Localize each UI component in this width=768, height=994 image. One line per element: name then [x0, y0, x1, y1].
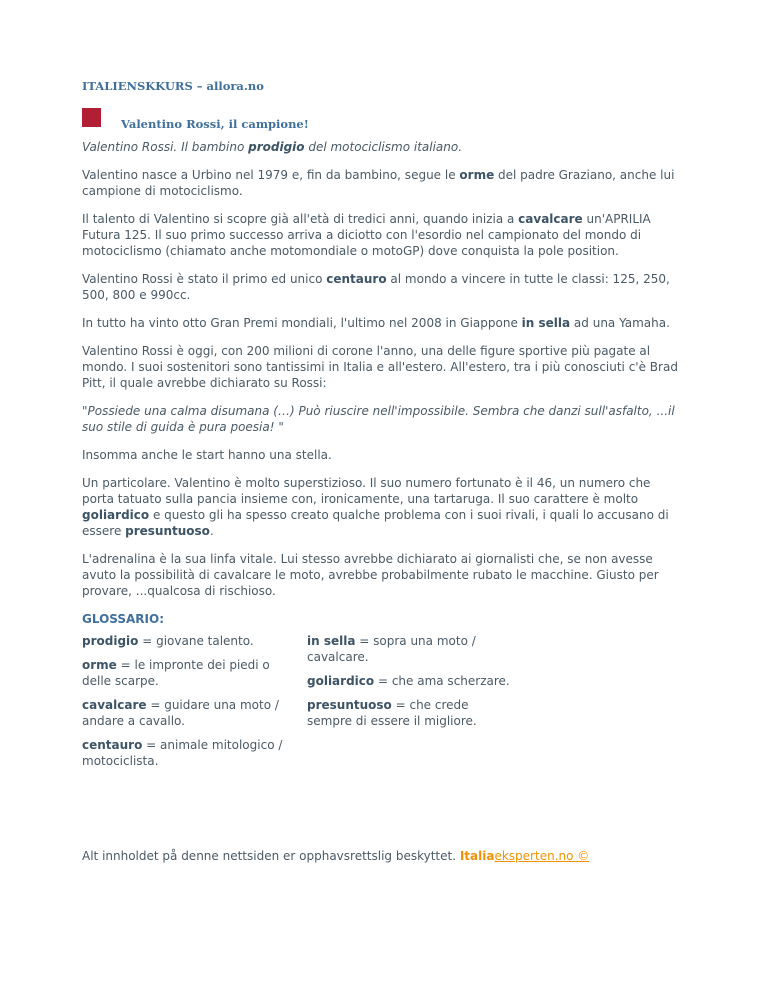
p1-text: Valentino nasce a Urbino nel 1979 e, fin da bambino, segue le — [82, 168, 460, 182]
copyright-text: Alt innholdet på denne nettsiden er opphavsrettslig beskyttet. — [82, 849, 460, 863]
p3-bold: centauro — [326, 272, 387, 286]
p4-bold: in sella — [521, 316, 571, 330]
glossary-term: presuntuoso — [307, 698, 392, 712]
glossary-item — [82, 657, 287, 689]
glossary-definition: = animale mitologico / motociclista. — [82, 738, 283, 768]
p1-text-end: del padre Graziano, anche lui campione di motociclismo. — [82, 168, 675, 198]
glossary-column-left — [82, 633, 287, 777]
intro-bold: prodigio — [248, 140, 305, 154]
glossary-term: cavalcare — [82, 698, 147, 712]
p4-text-end: ad una Yamaha. — [570, 316, 670, 330]
glossary-item — [82, 737, 287, 769]
brand-name-bold: Italia — [459, 849, 495, 863]
glossary-definition: = le impronte dei piedi o delle scarpe. — [82, 658, 270, 688]
glossary-item — [82, 697, 287, 729]
glossary-definition: = che ama scherzare. — [374, 674, 510, 688]
glossary-definition: = sopra una moto / cavalcare. — [307, 634, 476, 664]
glossary-term: centauro — [82, 738, 143, 752]
p3-text-end: al mondo a vincere in tutte le classi: 125, 250, 500, 800 e 990cc. — [82, 272, 670, 302]
p3-text: Valentino Rossi è stato il primo ed unico — [82, 272, 327, 286]
glossary-definition: = che crede sempre di essere il migliore. — [307, 698, 477, 728]
glossary-item — [307, 697, 512, 729]
p4-text: In tutto ha vinto otto Gran Premi mondiali, l'ultimo nel 2008 in Giappone — [82, 316, 522, 330]
glossary-item — [82, 633, 287, 649]
article-intro — [82, 139, 682, 155]
glossary-term: orme — [82, 658, 117, 672]
paragraph-8: L'adrenalina è la sua linfa vitale. Lui stesso avrebbe dichiarato ai giornalisti che, se non avesse avuto la possibilità di cavalcare le moto, avrebbe probabilmente rubato le macchine. Giusto per provare, ...qualcosa di rischioso. — [82, 552, 659, 598]
paragraph-2 — [82, 211, 682, 259]
paragraph-6: Insomma anche le start hanno una stella. — [82, 448, 332, 462]
glossary-term: in sella — [307, 634, 356, 648]
glossary — [82, 633, 682, 777]
article-heading — [82, 108, 309, 131]
intro-text: Valentino Rossi. Il bambino — [82, 140, 249, 154]
glossary-definition: = giovane talento. — [138, 634, 254, 648]
intro-text-end: del motociclismo italiano. — [304, 140, 463, 154]
p7-text: Un particolare. Valentino è molto superstizioso. Il suo numero fortunato è il 46, un numero che porta tatuato sulla pancia insieme con, ironicamente, una tartaruga. Il suo carattere è molto — [82, 476, 651, 506]
article-body — [82, 139, 682, 777]
paragraph-7 — [82, 475, 682, 539]
paragraph-5: Valentino Rossi è oggi, con 200 milioni di corone l'anno, una delle figure sportive più pagate al mondo. I suoi sostenitori sono tantissimi in Italia e all'estero. All'estero, tra i più conosciuti c'è Brad Pitt, il quale avrebbe dichiarato su Rossi: — [82, 344, 678, 390]
p2-text: Il talento di Valentino si scopre già all'età di tredici anni, quando inizia a — [82, 212, 519, 226]
paragraph-4 — [82, 315, 682, 331]
glossary-term: goliardico — [307, 674, 375, 688]
p7-text-end: . — [209, 524, 214, 538]
p7-bold-1: goliardico — [82, 508, 150, 522]
paragraph-1 — [82, 167, 682, 199]
red-square-icon — [82, 108, 101, 127]
glossary-item — [307, 673, 512, 689]
glossary-item — [307, 633, 512, 665]
footer — [82, 848, 589, 864]
article-title: Valentino Rossi, il campione! — [121, 117, 309, 131]
quote: "Possiede una calma disumana (…) Può riuscire nell'impossibile. Sembra che danzi sull'asfalto, ...il suo stile di guida è pura poesia! " — [82, 404, 675, 434]
glossary-definition: = guidare una moto / andare a cavallo. — [82, 698, 279, 728]
p2-text-end: un'APRILIA Futura 125. Il suo primo successo arriva a diciotto con l'esordio nel campionato del mondo di motociclismo (chiamato anche motomondiale o motoGP) dove conquista la pole position. — [82, 212, 651, 258]
paragraph-3 — [82, 271, 682, 303]
glossary-term: prodigio — [82, 634, 139, 648]
p2-bold: cavalcare — [518, 212, 583, 226]
p7-bold-2: presuntuoso — [125, 524, 210, 538]
p7-text-middle: e questo gli ha spesso creato qualche problema con i suoi rivali, i quali lo accusano di essere — [82, 508, 669, 538]
brand-link[interactable]: eksperten.no © — [494, 849, 590, 863]
glossary-title: GLOSSARIO: — [82, 612, 165, 626]
site-title: ITALIENSKKURS – allora.no — [82, 79, 264, 93]
glossary-column-right — [307, 633, 512, 777]
p1-bold: orme — [459, 168, 495, 182]
